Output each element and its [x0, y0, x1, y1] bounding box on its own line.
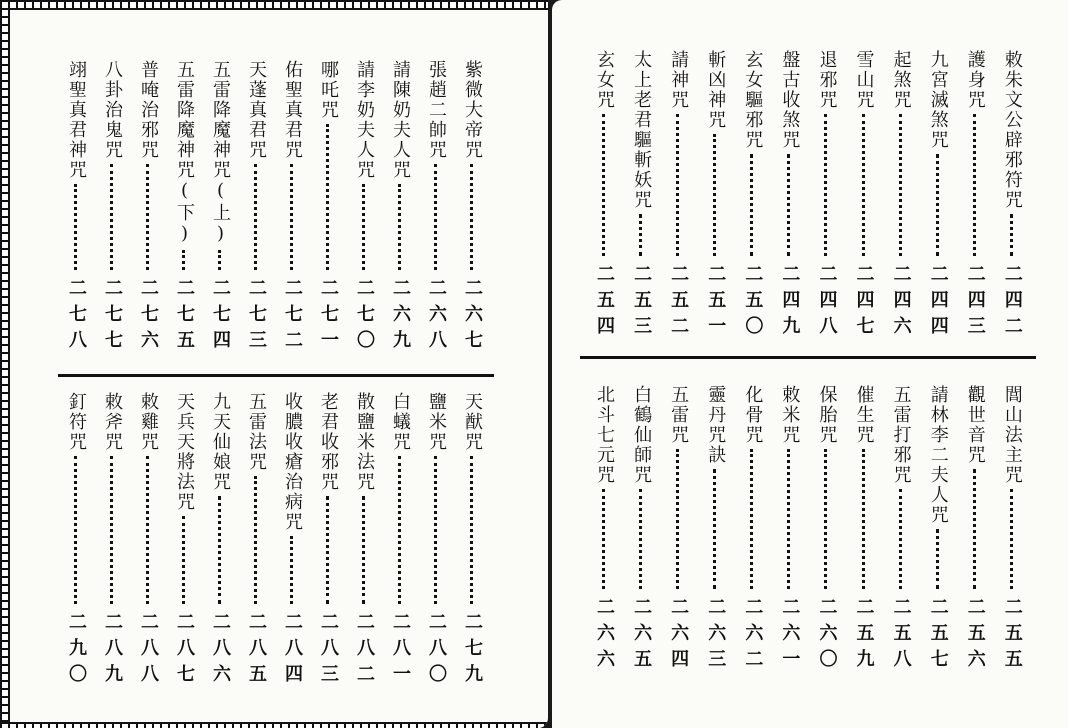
dot-leader — [750, 449, 756, 589]
entry-page-number: 二四二 — [1001, 264, 1023, 342]
entry-page-number: 二四八 — [816, 264, 838, 342]
toc-entry — [460, 60, 484, 356]
decorative-border-bottom — [0, 722, 548, 728]
entry-title: 釘符咒 — [66, 392, 87, 452]
entry-title: 催生咒 — [853, 385, 875, 445]
entry-page-number: 二五九 — [853, 597, 875, 675]
dot-leader — [254, 476, 260, 604]
toc-entry — [64, 60, 88, 356]
entry-title: 請陳奶夫人咒 — [390, 60, 411, 180]
toc-entry — [926, 50, 950, 342]
entry-title: 敕朱文公辟邪符咒 — [1001, 50, 1023, 210]
dot-leader — [182, 250, 188, 270]
toc-entry — [208, 60, 232, 356]
entry-page-number: 二六五 — [631, 597, 653, 675]
dot-leader — [973, 114, 979, 256]
toc-entry — [280, 392, 304, 690]
dot-leader — [74, 456, 80, 604]
toc-entry — [136, 60, 160, 356]
dot-leader — [676, 449, 682, 589]
entry-title: 化骨咒 — [742, 385, 764, 445]
toc-entry — [388, 60, 412, 356]
dot-leader — [899, 114, 905, 256]
toc-entry — [424, 60, 448, 356]
entry-title: 五雷打邪咒 — [890, 385, 912, 485]
toc-entry — [352, 392, 376, 690]
dot-leader — [1010, 489, 1016, 589]
entry-title: 玄女驅邪咒 — [742, 50, 764, 150]
toc-entry — [666, 385, 690, 675]
dot-leader — [787, 449, 793, 589]
toc-entry — [777, 50, 801, 342]
toc-entry — [100, 60, 124, 356]
entry-title: 保胎咒 — [816, 385, 838, 445]
dot-leader — [713, 134, 719, 256]
entry-title: 八卦治鬼咒 — [102, 60, 123, 160]
toc-section-right-bottom — [592, 385, 1024, 675]
dot-leader — [1010, 214, 1016, 256]
toc-entry — [740, 50, 764, 342]
entry-title: 敕雞咒 — [138, 392, 159, 452]
toc-entry — [740, 385, 764, 675]
entry-page-number: 二八二 — [354, 612, 375, 690]
entry-page-number: 二七五 — [174, 278, 195, 356]
toc-entry — [1000, 50, 1024, 342]
entry-page-number: 二七四 — [210, 278, 231, 356]
toc-entry — [352, 60, 376, 356]
toc-entry — [100, 392, 124, 690]
entry-title: 老君收邪咒 — [318, 392, 339, 492]
entry-title: 九宮滅煞咒 — [927, 50, 949, 150]
section-divider — [580, 356, 1036, 359]
entry-title: 退邪咒 — [816, 50, 838, 110]
entry-title: 敕米咒 — [779, 385, 801, 445]
decorative-border-top — [0, 0, 548, 10]
entry-title: 敕斧咒 — [102, 392, 123, 452]
entry-title: 靈丹咒訣 — [705, 385, 727, 465]
entry-title: 哪吒咒 — [318, 60, 339, 120]
toc-entry — [172, 60, 196, 356]
toc-entry — [963, 50, 987, 342]
entry-page-number: 二八九 — [102, 612, 123, 690]
dot-leader — [470, 456, 476, 604]
entry-page-number: 二九〇 — [66, 612, 87, 690]
dot-leader — [713, 469, 719, 589]
dot-leader — [362, 496, 368, 604]
dot-leader — [182, 516, 188, 604]
entry-page-number: 二五四 — [594, 264, 615, 342]
entry-page-number: 二四九 — [779, 264, 801, 342]
dot-leader — [676, 114, 682, 256]
dot-leader — [110, 456, 116, 604]
entry-title: 護身咒 — [964, 50, 986, 110]
entry-page-number: 二六一 — [779, 597, 801, 675]
toc-entry — [244, 60, 268, 356]
toc-entry — [592, 385, 616, 675]
entry-page-number: 二六二 — [742, 597, 764, 675]
entry-page-number: 二七九 — [462, 612, 483, 690]
dot-leader — [398, 184, 404, 270]
toc-entry — [852, 385, 876, 675]
entry-title: 天兵天將法咒 — [174, 392, 195, 512]
decorative-border-left — [0, 0, 10, 728]
toc-section-left-bottom — [64, 392, 484, 690]
entry-page-number: 二五二 — [668, 264, 690, 342]
entry-page-number: 二六〇 — [816, 597, 838, 675]
dot-leader — [110, 164, 116, 270]
toc-entry — [1000, 385, 1024, 675]
dot-leader — [602, 114, 608, 256]
entry-title: 張趙二帥咒 — [426, 60, 447, 160]
entry-page-number: 二七三 — [246, 278, 267, 356]
dot-leader — [862, 449, 868, 589]
entry-title: 天蓬真君咒 — [246, 60, 267, 160]
entry-title: 普唵治邪咒 — [138, 60, 159, 160]
entry-page-number: 二六七 — [462, 278, 483, 356]
dot-leader — [824, 114, 830, 256]
toc-entry — [926, 385, 950, 675]
entry-title: 請李奶夫人咒 — [354, 60, 375, 180]
entry-title: 閭山法主咒 — [1001, 385, 1023, 485]
dot-leader — [973, 469, 979, 589]
entry-page-number: 二六四 — [668, 597, 690, 675]
toc-entry — [388, 392, 412, 690]
toc-entry — [889, 385, 913, 675]
toc-entry — [460, 392, 484, 690]
entry-title: 鹽米咒 — [426, 392, 447, 452]
entry-page-number: 二四七 — [853, 264, 875, 342]
entry-title: 白鶴仙師咒 — [631, 385, 653, 485]
dot-leader — [639, 489, 645, 589]
entry-page-number: 二四六 — [890, 264, 912, 342]
entry-page-number: 二六八 — [426, 278, 447, 356]
dot-leader — [936, 154, 942, 256]
entry-title: 翊聖真君神咒 — [66, 60, 87, 180]
entry-page-number: 二六三 — [705, 597, 727, 675]
dot-leader — [434, 456, 440, 604]
toc-entry — [703, 50, 727, 342]
entry-title: 白蟻咒 — [390, 392, 411, 452]
dot-leader — [254, 164, 260, 270]
toc-section-right-top — [592, 50, 1024, 342]
entry-title: 五雷降魔神咒(下) — [174, 60, 195, 246]
entry-page-number: 二六九 — [390, 278, 411, 356]
toc-entry — [777, 385, 801, 675]
toc-entry — [136, 392, 160, 690]
entry-title: 起煞咒 — [890, 50, 912, 110]
entry-page-number: 二八八 — [138, 612, 159, 690]
dot-leader — [639, 214, 645, 256]
toc-section-left-top — [64, 60, 484, 356]
entry-title: 五雷法咒 — [246, 392, 267, 472]
toc-entry — [280, 60, 304, 356]
toc-entry — [629, 385, 653, 675]
entry-page-number: 二七六 — [138, 278, 159, 356]
entry-page-number: 二五五 — [1001, 597, 1023, 675]
dot-leader — [290, 164, 296, 270]
dot-leader — [146, 456, 152, 604]
dot-leader — [362, 184, 368, 270]
entry-page-number: 二七七 — [102, 278, 123, 356]
entry-title: 請神咒 — [668, 50, 690, 110]
entry-page-number: 二四三 — [964, 264, 986, 342]
dot-leader — [470, 164, 476, 270]
entry-title: 天猷咒 — [462, 392, 483, 452]
entry-title: 散鹽米法咒 — [354, 392, 375, 492]
entry-page-number: 二五一 — [705, 264, 727, 342]
entry-page-number: 二八一 — [390, 612, 411, 690]
entry-page-number: 二四四 — [927, 264, 949, 342]
entry-page-number: 二七八 — [66, 278, 87, 356]
dot-leader — [398, 456, 404, 604]
entry-page-number: 二七二 — [282, 278, 303, 356]
right-page — [552, 0, 1068, 728]
dot-leader — [218, 496, 224, 604]
dot-leader — [936, 529, 942, 589]
toc-entry — [814, 385, 838, 675]
entry-page-number: 二五六 — [964, 597, 986, 675]
toc-entry — [424, 392, 448, 690]
entry-page-number: 二五三 — [631, 264, 653, 342]
dot-leader — [750, 154, 756, 256]
toc-entry — [852, 50, 876, 342]
entry-title: 收膿收瘡治病咒 — [282, 392, 303, 532]
toc-entry — [316, 60, 340, 356]
entry-page-number: 二五七 — [927, 597, 949, 675]
toc-entry — [666, 50, 690, 342]
entry-title: 雪山咒 — [853, 50, 875, 110]
section-divider — [58, 374, 494, 377]
dot-leader — [787, 154, 793, 256]
dot-leader — [326, 496, 332, 604]
entry-title: 玄女咒 — [594, 50, 615, 110]
entry-page-number: 二八三 — [318, 612, 339, 690]
entry-page-number: 二六六 — [594, 597, 615, 675]
entry-page-number: 二八七 — [174, 612, 195, 690]
entry-title: 太上老君驅斬妖咒 — [631, 50, 653, 210]
dot-leader — [862, 114, 868, 256]
toc-entry — [629, 50, 653, 342]
entry-page-number: 二八四 — [282, 612, 303, 690]
entry-page-number: 二八六 — [210, 612, 231, 690]
dot-leader — [218, 250, 224, 270]
dot-leader — [290, 536, 296, 604]
entry-title: 觀世音咒 — [964, 385, 986, 465]
entry-title: 北斗七元咒 — [594, 385, 615, 485]
toc-entry — [172, 392, 196, 690]
dot-leader — [824, 449, 830, 589]
entry-title: 盤古收煞咒 — [779, 50, 801, 150]
entry-page-number: 二七〇 — [354, 278, 375, 356]
entry-page-number: 二五〇 — [742, 264, 764, 342]
entry-page-number: 二五八 — [890, 597, 912, 675]
entry-title: 五雷降魔神咒(上) — [210, 60, 231, 246]
toc-entry — [963, 385, 987, 675]
toc-entry — [208, 392, 232, 690]
dot-leader — [146, 164, 152, 270]
toc-entry — [703, 385, 727, 675]
entry-page-number: 二八〇 — [426, 612, 447, 690]
entry-title: 佑聖真君咒 — [282, 60, 303, 160]
entry-page-number: 二七一 — [318, 278, 339, 356]
dot-leader — [74, 184, 80, 270]
entry-title: 紫微大帝咒 — [462, 60, 483, 160]
toc-entry — [814, 50, 838, 342]
entry-title: 請林李二夫人咒 — [927, 385, 949, 525]
entry-title: 斬凶神咒 — [705, 50, 727, 130]
toc-entry — [316, 392, 340, 690]
entry-title: 九天仙娘咒 — [210, 392, 231, 492]
toc-entry — [64, 392, 88, 690]
dot-leader — [434, 164, 440, 270]
dot-leader — [899, 489, 905, 589]
dot-leader — [326, 124, 332, 270]
dot-leader — [602, 489, 608, 589]
entry-page-number: 二八五 — [246, 612, 267, 690]
toc-entry — [592, 50, 616, 342]
entry-title: 五雷咒 — [668, 385, 690, 445]
toc-entry — [889, 50, 913, 342]
toc-entry — [244, 392, 268, 690]
